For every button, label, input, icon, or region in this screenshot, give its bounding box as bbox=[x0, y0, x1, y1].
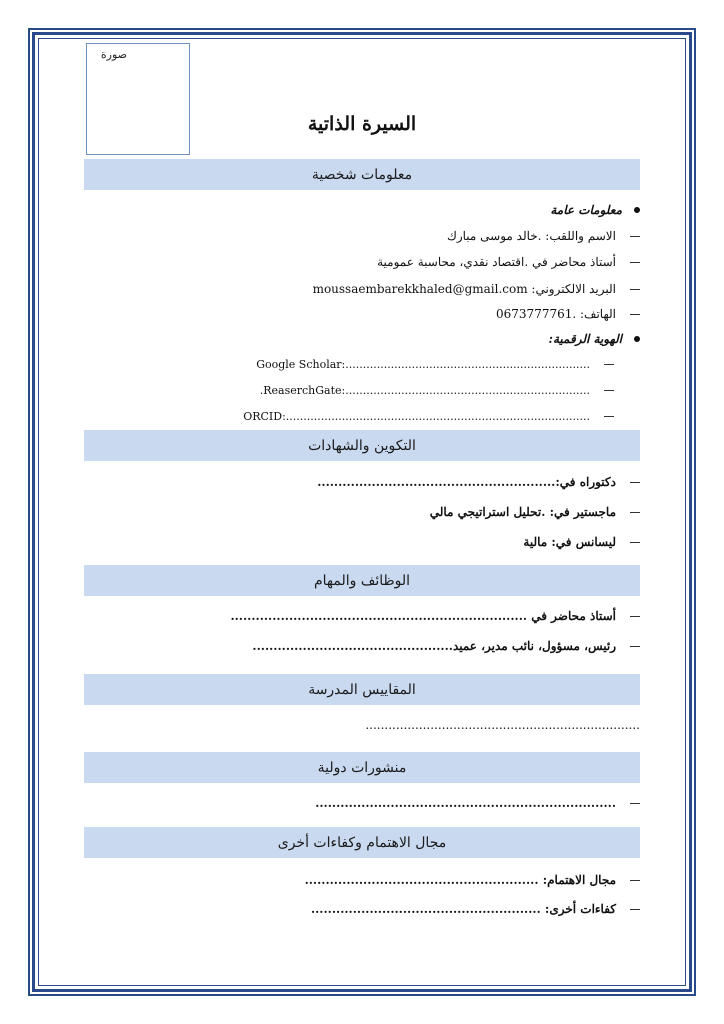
photo-label: صورة bbox=[100, 48, 127, 61]
roles-line: رئيس، مسؤول، نائب مدير، عميد................................................ bbox=[252, 639, 640, 653]
licence-line: ليسانس في: مالية bbox=[523, 535, 640, 549]
dash-icon bbox=[630, 262, 640, 263]
section-interests: مجال الاهتمام وكفاءات أخرى bbox=[84, 827, 640, 858]
dash-icon bbox=[604, 416, 614, 417]
position-line: أستاذ محاضر في .اقتصاد نقدي، محاسبة عمومية bbox=[377, 255, 640, 269]
section-personal-info: معلومات شخصية bbox=[84, 159, 640, 190]
dash-icon bbox=[630, 880, 640, 881]
other-skills-line: كفاءات أخرى: ....................................................... bbox=[311, 902, 640, 916]
section-courses: المقاييس المدرسة bbox=[84, 674, 640, 705]
researchgate-line: .ReaserchGate:...................................................................... bbox=[260, 384, 614, 397]
dash-icon bbox=[630, 909, 640, 910]
lecturer-line: أستاذ محاضر في ....................................................................... bbox=[230, 609, 640, 623]
bullet-icon bbox=[634, 336, 640, 342]
bullet-icon bbox=[634, 207, 640, 213]
interest-field-line: مجال الاهتمام: ........................................................ bbox=[305, 873, 640, 887]
section-publications: منشورات دولية bbox=[84, 752, 640, 783]
phone-line: الهاتف: .0673777761 bbox=[496, 307, 640, 321]
email-line: البريد الالكتروني: moussaembarekkhaled@gmail.com bbox=[313, 282, 640, 296]
section-jobs: الوظائف والمهام bbox=[84, 565, 640, 596]
cv-title: السيرة الذاتية bbox=[307, 113, 417, 135]
dash-icon bbox=[630, 512, 640, 513]
dash-icon bbox=[630, 616, 640, 617]
dash-icon bbox=[630, 482, 640, 483]
dash-icon bbox=[630, 314, 640, 315]
dash-icon bbox=[630, 236, 640, 237]
master-line: ماجستير في: .تحليل استراتيجي مالي bbox=[430, 505, 640, 519]
photo-placeholder bbox=[86, 43, 190, 155]
section-education: التكوين والشهادات bbox=[84, 430, 640, 461]
doctorate-line: دكتوراه في:......................................................... bbox=[317, 475, 640, 489]
dash-icon bbox=[630, 646, 640, 647]
dash-icon bbox=[630, 803, 640, 804]
orcid-line: ORCID:....................................................................................... bbox=[243, 410, 614, 423]
dash-icon bbox=[604, 390, 614, 391]
digital-identity-heading: الهوية الرقمية: bbox=[549, 332, 640, 346]
google-scholar-line: Google Scholar:...................................................................... bbox=[256, 358, 614, 371]
publications-line: ........................................................................ bbox=[315, 796, 640, 810]
dash-icon bbox=[630, 542, 640, 543]
name-line: الاسم واللقب: .خالد موسى مبارك bbox=[447, 229, 640, 243]
courses-line: ........................................................................ bbox=[365, 718, 640, 732]
dash-icon bbox=[604, 364, 614, 365]
dash-icon bbox=[630, 289, 640, 290]
general-info-heading: معلومات عامة bbox=[550, 203, 640, 217]
